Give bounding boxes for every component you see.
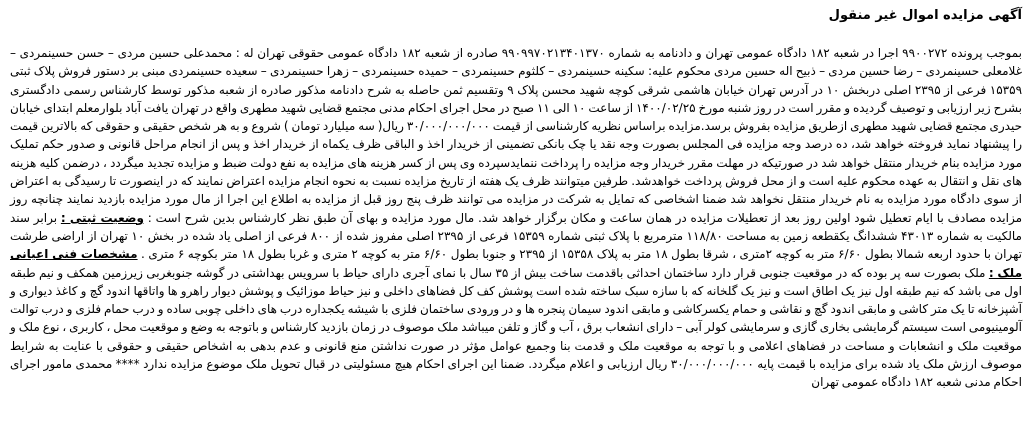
notice-paragraph-intro: بموجب پرونده ۹۹۰۰۲۷۲ اجرا در شعبه ۱۸۲ دادگاه عمومی تهران و دادنامه به شماره ۹۹۰۹۹۷۰۲۱۳۴۰۱۳۷۰ صادره از شعبه ۱۸۲ دادگاه عمومی حقوقی تهران له : محمدعلی حسین مردی – حسن حسینمردی – غلامعلی حسینمردی – رضا حسین مردی – ذبیح اله حسین مردی محکوم علیه: سکینه حسینمردی – کلثوم حسینمردی – حمیده حسینمردی – زهرا حسینمردی – سعیده حسینمردی مبنی بر دستور فروش پلاک ثبتی ۱۵۳۵۹ فرعی از ۲۳۹۵ اصلی دربخش ۱۰ در آدرس تهران خیابان هاشمی شرقی کوچه شهید محسن پلاک ۹ وتقسیم ثمن حاصله به شرح دادنامه مذکور صادره از شعبه مذکور توسط کارشناس رسمی دادگستری بشرح زیر ارزیابی و توصیف گردیده و مقرر است در روز شنبه مورخ ۱۴۰۰/۰۲/۲۵ از ساعت ۱۰ الی ۱۱ صبح در محل اجرای احکام مدنی مجتمع قضایی شهید مطهری واقع در تهران یافت آباد بلوارمعلم ابتدای خیابان حیدری مجتمع قضایی شهید مطهری ازطریق مزایده بفروش برسد.مزایده براساس نظریه کارشناسی از قیمت ۳۰/۰۰۰/۰۰۰/۰۰۰ ریال( سه میلیارد تومان ) شروع و به هر شخص حقیقی و حقوقی که بالاترین قیمت را پیشنهاد نماید فروخته خواهد شد، ده درصد وجه مزایده فی المجلس بصورت وجه نقد یا چک بانکی تضمینی از خریدار اخذ و الباقی ظرف یکماه از خریدار اخذ و پس از انجام مراحل قانونی و صدور حکم تملیک مورد مزایده بنام خریدار منتقل خواهد شد در صورتیکه در مهلت مقرر خریدار وجه مزایده را پرداخت ننمایدسپرده وی پس از کسر هزینه های مزایده به نفع دولت ضبط و مزایده تجدید میگردد ، درضمن کلیه هزینه های نقل و انتقال به عهده محکوم علیه است و از محل فروش پرداخت خواهدشد. طرفین میتوانند ظرف یک هفته از تاریخ مزایده نسبت به نحوه انجام مزایده اعتراض نمایند که در اینصورت تا رسیدگی به اعتراض از سوی دادگاه مورد مزایده به نام خریدار منتقل نخواهد شد ضمنا اشخاصی که تمایل به شرکت در مزایده می توانند ظرف پنج روز قبل از مزایده به اطلاع این اجرا از مال مورد مزایده بازدید نمایند چنانچه روز مزایده مصادف با ایام تعطیل شود اولین روز بعد از تعطیلات مزایده در همان ساعت و مکان برگزار خواهد شد. مال مورد مزایده و بهای آن طبق نظر کارشناس بدین شرح است : bbox=[10, 46, 1023, 225]
technical-specs-label: مشخصات فنی اعیانی ملک : bbox=[10, 247, 1023, 280]
registration-status-label: وضعیت ثبتی : bbox=[60, 210, 144, 225]
notice-body bbox=[10, 44, 1022, 392]
notice-title: آگهی مزایده اموال غیر منقول bbox=[828, 8, 1022, 23]
notice-paragraph-specs: ملک بصورت سه پر بوده که در موقعیت جنوبی قرار دارد ساختمان احداثی باقدمت ساخت بیش از ۳۵ سال با نمای آجری دارای حیاط با سرویس بهداشتی در گوشه جنوبغربی زیرزمین همکف و نیم طبقه اول می باشد که نیم طبقه اول نیز یک اطاق است و نیز یک گلخانه که با سازه سبک ساخته شده است پوشش کف کل فضاهای داخلی و نیز حیاط موزائیک و پوشش دیوار راهرو ها واتاقها اندود گچ و کاغذ دیواری و آشپزخانه تا یک متر کاشی و مابقی اندود گچ و نقاشی و حمام یکسرکاشی و مابقی اندود سیمان پنجره ها و در ورودی ساختمان فلزی با شیشه یکجداره درب های داخلی چوبی ساده و درب حمام فلزی و درب توالت آلومینیومی است سیستم گرمایشی بخاری گازی و سرمایشی کولر آبی – دارای انشعاب برق ، آب و گاز و تلفن میباشد ملک موصوف در زمان بازدید کارشناس و باتوجه به وضع و موقعیت محل ، کاربری ، نوع ملک و موقعیت ملک و انشعابات و مساحت در فضاهای اعلامی و با توجه به موقعیت ملک و قدمت بنا وجمیع عوامل مؤثر در صورت نداشتن منع قانونی و عدم بدهی به اشخاص حقیقی و حقوقی با عنایت به شرایط موصوف ارزش ملک یاد شده برای مزایده با قیمت پایه ۳۰/۰۰۰/۰۰۰/۰۰۰ ریال ارزیابی و اعلام میگردد. ضمنا این اجرای احکام هیچ مسئولیتی در قبال تحویل ملک موضوع مزایده ندارد **** محمدی مامور اجرای احکام مدنی شعبه ۱۸۲ دادگاه عمومی تهران bbox=[10, 265, 1022, 390]
notice-paragraph-registration: برابر سند مالکیت به شماره ۴۳۰۱۳ ششدانگ یکقطعه زمین به مساحت ۱۱۸/۸۰ مترمربع با پلاک ثبتی شماره ۱۵۳۵۹ فرعی از ۲۳۹۵ اصلی مفروز شده از ۸۰۰ فرعی از اصلی یاد شده در بخش ۱۰ تهران از اراضی طرشت تهران با حدود اربعه شمالا بطول ۶/۶۰ متر به کوچه ۲متری ، شرقا بطول ۱۸ متر به پلاک ۱۵۳۵۸ از ۲۳۹۵ و جنوبا بطول ۶/۶۰ متر به کوچه ۲ متری و غربا بطول ۱۸ متر بکوچه ۶ متری . bbox=[10, 210, 1023, 262]
